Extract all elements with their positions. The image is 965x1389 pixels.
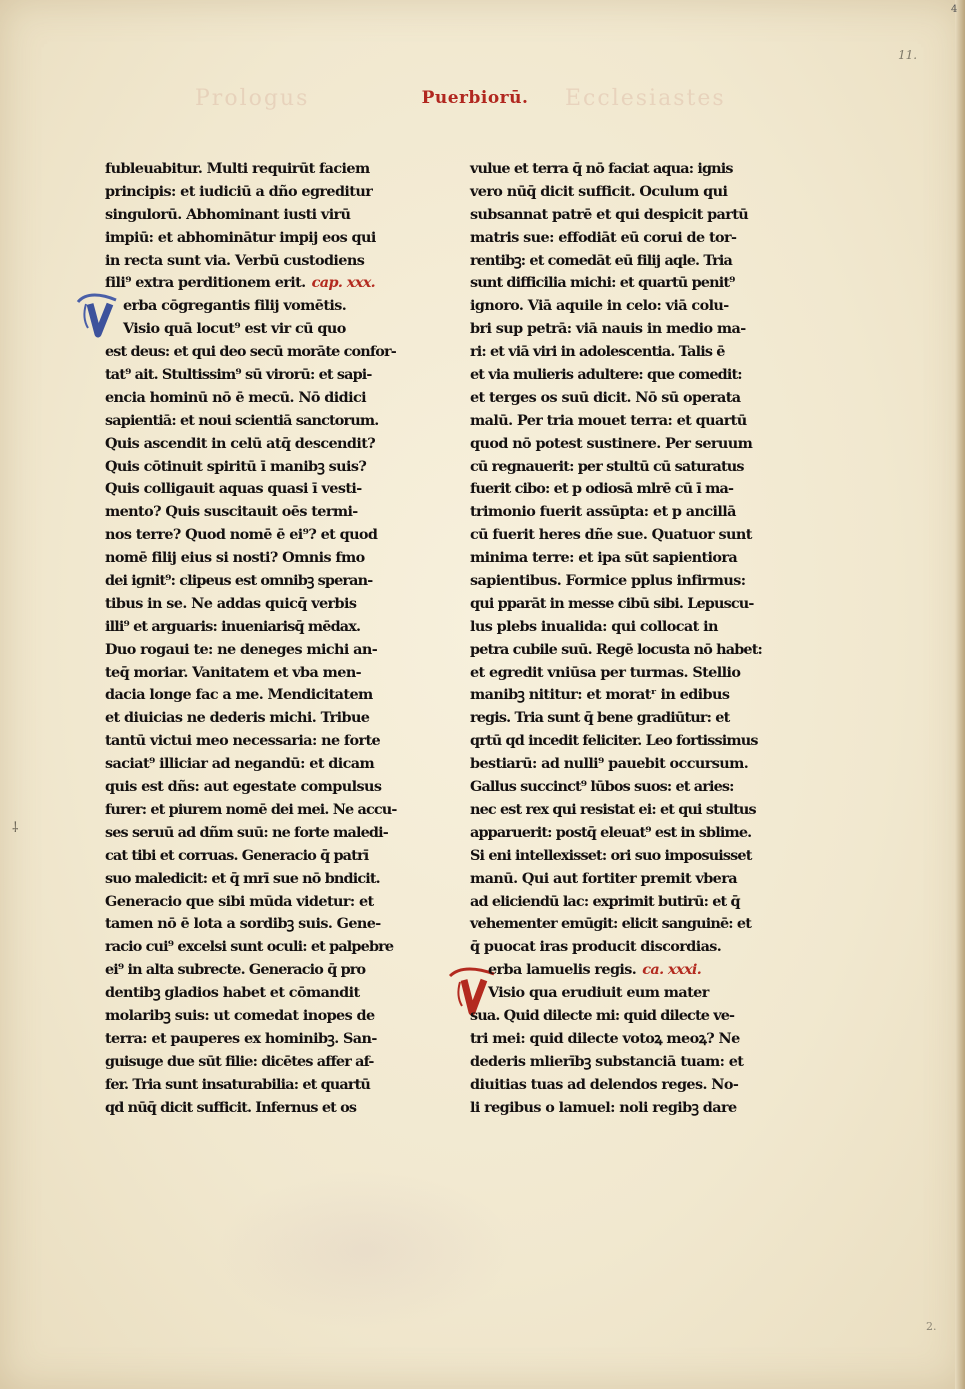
text-line-content: mento? Quis suscitauit oēs termi- (105, 503, 358, 521)
text-line-content: minima terre: et ipa sūt sapientiora (470, 549, 738, 567)
text-line (105, 410, 405, 433)
text-line (470, 959, 770, 982)
text-line-content: tat⁹ ait. Stultissim⁹ sū virorū: et sapi- (105, 366, 372, 384)
ghost-heading-left: Prologus (195, 86, 310, 111)
text-line (470, 868, 770, 891)
text-line-content: illi⁹ et arguaris: inueniarisq̄ mēdax. (105, 617, 361, 635)
text-line (470, 1097, 770, 1120)
text-line (105, 547, 405, 570)
text-line-content: vulue et terra q̄ nō faciat aqua: ignis (470, 160, 733, 177)
text-line-content: Quis ascendit in celū atq̄ descendit? (105, 434, 376, 452)
corner-mark: 4 (951, 4, 958, 15)
text-line-content: apparuerit: postq̄ eleuat⁹ est in sblime. (470, 823, 752, 841)
text-line-content: racio cui⁹ excelsi sunt oculi: et palpebre (105, 938, 394, 956)
text-line (470, 295, 770, 318)
text-line (470, 616, 770, 639)
text-line (470, 456, 770, 479)
text-line-content: dei ignit⁹: clipeus est omnibꝫ speran- (105, 572, 373, 590)
text-line (105, 570, 405, 593)
text-line-content: matris sue: effodiāt eū corui de tor- (470, 228, 737, 246)
text-line (470, 593, 770, 616)
text-line-content: regis. Tria sunt q̄ bene gradiūtur: et (470, 709, 730, 727)
text-line-content: petra cubile suū. Regē locusta nō habet: (470, 640, 762, 658)
text-line-content: vero nūq̄ dicit sufficit. Oculum qui (470, 182, 728, 200)
text-line-content: nomē filij eius si nosti? Omnis fmo (105, 549, 365, 567)
text-line-content: est deus: et qui deo secū morāte confor- (105, 343, 396, 361)
text-line-content: ignoro. Viā aquile in celo: viā colu- (470, 297, 729, 315)
text-line-content: saciat⁹ illiciar ad negandū: et dicam (105, 755, 375, 773)
text-line-content: principis: et iudiciū a dño egreditur (105, 182, 373, 200)
text-line (105, 913, 405, 936)
text-line-content: quod nō potest sustinere. Per seruum (470, 434, 753, 452)
text-line-content: dacia longe fac a me. Mendicitatem (105, 686, 373, 704)
text-line (105, 1028, 405, 1051)
text-line (105, 181, 405, 204)
text-line-content: quis est dñs: aut egestate compulsus (105, 778, 382, 796)
text-line (470, 158, 770, 181)
text-line (470, 387, 770, 410)
text-line-content: fuerit cibo: et p odiosā mlrē cū ī ma- (470, 480, 734, 498)
text-line (105, 753, 405, 776)
text-line (470, 364, 770, 387)
text-line (470, 547, 770, 570)
text-line-content: ses seruū ad dñm suū: ne forte maledi- (105, 823, 388, 841)
text-line-content: bri sup petrā: viā nauis in medio ma- (470, 320, 746, 338)
text-line (470, 639, 770, 662)
text-line (105, 982, 405, 1005)
text-line (470, 845, 770, 868)
text-line-content: singulorū. Abhominant iusti virū (105, 205, 351, 223)
text-line (470, 684, 770, 707)
text-line-content: teq̄ moriar. Vanitatem et vba men- (105, 663, 362, 681)
text-line-content: in recta sunt via. Verbū custodiens (105, 251, 365, 269)
text-line-content: manū. Qui aut fortiter premit vbera (470, 869, 737, 887)
text-line (105, 433, 405, 456)
text-line (105, 250, 405, 273)
text-line-content: impiū: et abhominātur impij eos qui (105, 228, 376, 246)
text-line (470, 1005, 770, 1028)
text-line (105, 868, 405, 891)
text-line (470, 730, 770, 753)
text-line (470, 570, 770, 593)
chapter-rubric: cap. xxx. (311, 274, 376, 292)
margin-mark: ⸸ (12, 820, 19, 836)
text-line-content: tri mei: quid dilecte votoꝝ meoꝝ? Ne (470, 1029, 740, 1047)
text-line-content: qrtū qd incedit feliciter. Leo fortissimus (470, 732, 758, 750)
text-line (105, 936, 405, 959)
text-line (470, 753, 770, 776)
text-line-content: Generacio que sibi mūda videtur: et (105, 892, 374, 910)
text-line (470, 913, 770, 936)
text-line (105, 387, 405, 410)
text-line-content: rentibꝫ: et comedāt eū filij aqle. Tria (470, 251, 733, 269)
text-line (105, 684, 405, 707)
text-line-content: Quis colligauit aquas quasi ī vesti- (105, 480, 362, 498)
text-line-content: manibꝫ nititur: et moratʳ in edibus (470, 686, 730, 704)
text-line (105, 524, 405, 547)
text-line (105, 616, 405, 639)
text-line-content: q̄ puocat iras producit discordias. (470, 938, 722, 956)
text-line (105, 639, 405, 662)
foot-mark: 2. (926, 1320, 937, 1333)
text-line-content: cū fuerit heres dñe sue. Quatuor sunt (470, 526, 752, 544)
text-line (105, 822, 405, 845)
text-line (470, 662, 770, 685)
text-line-content: et egredit vniūsa per turmas. Stellio (470, 663, 741, 681)
text-line (470, 891, 770, 914)
text-line (105, 1074, 405, 1097)
text-line-content: sapientiā: et noui scientiā sanctorum. (105, 411, 379, 429)
text-line (105, 227, 405, 250)
text-line (105, 799, 405, 822)
text-line-content: bestiarū: ad nulli⁹ pauebit occursum. (470, 755, 749, 773)
text-line-content: Visio qua erudiuit eum mater (488, 984, 709, 1002)
text-line (470, 318, 770, 341)
text-line-content: et terges os suū dicit. Nō sū operata (470, 388, 741, 406)
text-line-content: trimonio fuerit assūpta: et p ancillā (470, 503, 736, 521)
text-line (470, 410, 770, 433)
text-line (105, 272, 405, 295)
text-line (470, 227, 770, 250)
text-line (105, 364, 405, 387)
text-line-content: qd nūq̄ dicit sufficit. Infernus et os (105, 1098, 357, 1116)
text-line-content: fer. Tria sunt insaturabilia: et quartū (105, 1075, 371, 1093)
text-line (470, 181, 770, 204)
text-line-content: malū. Per tria mouet terra: et quartū (470, 411, 747, 429)
text-line-content: erba lamuelis regis. (488, 961, 637, 979)
text-line-content: encia hominū nō ē mecū. Nō didici (105, 388, 366, 406)
text-line (470, 433, 770, 456)
text-line-content: li regibus o lamuel: noli regibꝫ dare (470, 1098, 737, 1116)
text-line-content: ri: et viā viri in adolescentia. Talis ē (470, 343, 725, 361)
left-text-column (105, 158, 405, 1119)
text-line (470, 478, 770, 501)
page-edge (955, 0, 965, 1389)
ghost-heading-right: Ecclesiastes (565, 86, 726, 111)
text-line (470, 524, 770, 547)
text-line-content: ei⁹ in alta subrecte. Generacio q̄ pro (105, 961, 366, 979)
text-line (105, 501, 405, 524)
text-line (470, 799, 770, 822)
running-head: Puerbiorū. (421, 88, 529, 108)
text-line-content: dentibꝫ gladios habet et cōmandit (105, 984, 360, 1002)
text-line-content: Gallus succinct⁹ lūbos suos: et aries: (470, 778, 734, 796)
text-line-content: et via mulieris adultere: que comedit: (470, 366, 742, 384)
text-line-content: Quis cōtinuit spiritū ī manibꝫ suis? (105, 457, 367, 475)
text-line (470, 822, 770, 845)
text-line-content: furer: et piurem nomē dei mei. Ne accu- (105, 800, 397, 818)
text-line (105, 295, 405, 318)
text-line (470, 936, 770, 959)
text-line-content: nec est rex qui resistat ei: et qui stultus (470, 800, 756, 818)
text-line-content: ad eliciendū lac: exprimit butirū: et q̄ (470, 892, 740, 910)
text-line-content: Visio quā locut⁹ est vir cū quo (123, 320, 346, 338)
text-line (470, 1051, 770, 1074)
text-line-content: sua. Quid dilecte mi: quid dilecte ve- (470, 1006, 735, 1024)
text-line (105, 1051, 405, 1074)
text-line-content: et diuicias ne dederis michi. Tribue (105, 709, 370, 727)
text-line-content: sapientibus. Formice pplus infirmus: (470, 572, 746, 590)
text-line (105, 1097, 405, 1120)
text-line (470, 707, 770, 730)
text-line-content: guisuge due sūt filie: dicētes affer af- (105, 1052, 374, 1070)
text-line (105, 891, 405, 914)
text-line (470, 272, 770, 295)
text-line-content: tamen nō ē lota a sordibꝫ suis. Gene- (105, 915, 381, 933)
text-line (470, 1074, 770, 1097)
text-line-content: molaribꝫ suis: ut comedat inopes de (105, 1006, 375, 1024)
text-line (105, 730, 405, 753)
text-line-content: subsannat patrē et qui despicit partū (470, 205, 749, 223)
text-line-content: cū regnauerit: per stultū cū saturatus (470, 457, 744, 475)
text-line (470, 776, 770, 799)
text-line (105, 158, 405, 181)
text-line-content: Si eni intellexisset: ori suo imposuisset (470, 846, 752, 864)
text-line (105, 1005, 405, 1028)
text-line-content: Duo rogaui te: ne deneges michi an- (105, 640, 378, 658)
text-line (105, 204, 405, 227)
text-line (105, 478, 405, 501)
text-line-content: fili⁹ extra perditionem erit. (105, 274, 306, 292)
text-line-content: tibus in se. Ne addas quicq̄ verbis (105, 594, 357, 612)
text-line (470, 204, 770, 227)
text-line-content: qui pparāt in messe cibū sibi. Lepuscu- (470, 594, 754, 612)
text-line (105, 593, 405, 616)
show-through-stain (215, 1170, 515, 1330)
text-line-content: vehementer emūgit: elicit sanguinē: et (470, 915, 752, 933)
text-line (105, 456, 405, 479)
text-line (105, 707, 405, 730)
text-line (105, 662, 405, 685)
text-line (470, 501, 770, 524)
chapter-rubric: ca. xxxi. (642, 961, 702, 979)
text-line (470, 982, 770, 1005)
text-line (105, 776, 405, 799)
text-line (470, 1028, 770, 1051)
text-line-content: erba cōgregantis filij vomētis. (123, 297, 347, 315)
right-text-column (470, 158, 770, 1119)
text-line-content: lus plebs inualida: qui collocat in (470, 617, 718, 635)
text-line-content: diuitias tuas ad delendos reges. No- (470, 1075, 739, 1093)
text-line-content: sunt difficilia michi: et quartū penit⁹ (470, 274, 735, 292)
text-line (470, 250, 770, 273)
text-line-content: fubleuabitur. Multi requirūt faciem (105, 160, 370, 177)
text-line (105, 959, 405, 982)
folio-number: 11. (898, 48, 918, 62)
text-line-content: cat tibi et corruas. Generacio q̄ patrī (105, 846, 369, 864)
text-line (105, 318, 405, 341)
text-line-content: suo maledicit: et q̄ mrī sue nō bndicit. (105, 869, 380, 887)
text-line-content: nos terre? Quod nomē ē ei⁹? et quod (105, 526, 378, 544)
text-line-content: terra: et pauperes ex hominibꝫ. San- (105, 1029, 377, 1047)
text-line (105, 845, 405, 868)
text-line-content: tantū victui meo necessaria: ne forte (105, 732, 381, 750)
text-line (470, 341, 770, 364)
text-line-content: dederis mlierībꝫ substanciā tuam: et (470, 1052, 744, 1070)
text-line (105, 341, 405, 364)
